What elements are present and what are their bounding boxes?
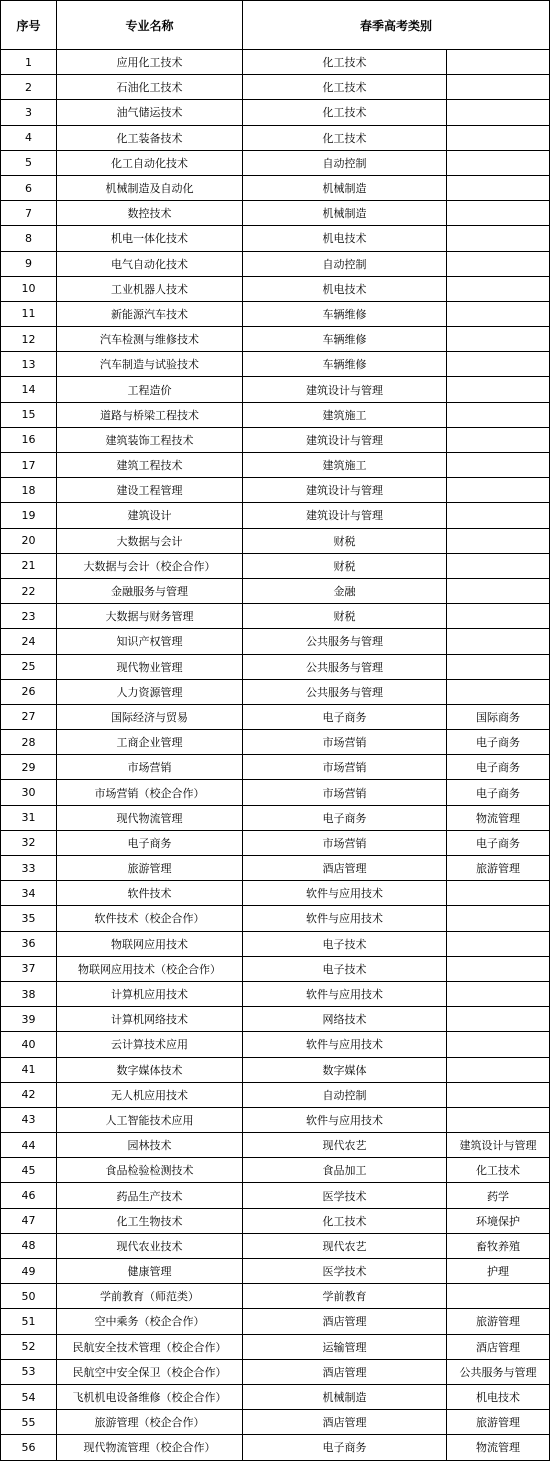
- table-row: [1, 1133, 550, 1158]
- exam-category-primary: 机械制造: [243, 1384, 447, 1409]
- table-row: [1, 1158, 550, 1183]
- table-row: [1, 1007, 550, 1032]
- exam-category-primary: 电子商务: [243, 1435, 447, 1460]
- major-name: 民航安全技术管理（校企合作）: [57, 1334, 243, 1359]
- exam-category-primary: 自动控制: [243, 150, 447, 175]
- table-row: [1, 503, 550, 528]
- exam-category-primary: 软件与应用技术: [243, 906, 447, 931]
- table-row: [1, 1032, 550, 1057]
- exam-category-primary: 数字媒体: [243, 1057, 447, 1082]
- major-name: 健康管理: [57, 1259, 243, 1284]
- exam-category-secondary: [447, 679, 550, 704]
- row-number: 34: [1, 881, 57, 906]
- row-number: 49: [1, 1259, 57, 1284]
- exam-category-secondary: [447, 503, 550, 528]
- major-name: 应用化工技术: [57, 50, 243, 75]
- row-number: 20: [1, 528, 57, 553]
- exam-category-primary: 电子商务: [243, 805, 447, 830]
- exam-category-primary: 酒店管理: [243, 856, 447, 881]
- row-number: 31: [1, 805, 57, 830]
- table-row: [1, 50, 550, 75]
- table-row: [1, 427, 550, 452]
- exam-category-primary: 车辆维修: [243, 352, 447, 377]
- table-row: [1, 780, 550, 805]
- exam-category-secondary: 建筑设计与管理: [447, 1133, 550, 1158]
- row-number: 56: [1, 1435, 57, 1460]
- exam-category-secondary: [447, 175, 550, 200]
- major-name: 知识产权管理: [57, 629, 243, 654]
- row-number: 14: [1, 377, 57, 402]
- exam-category-primary: 财税: [243, 604, 447, 629]
- table-row: [1, 1384, 550, 1409]
- table-row: [1, 175, 550, 200]
- row-number: 54: [1, 1384, 57, 1409]
- major-name: 旅游管理（校企合作）: [57, 1410, 243, 1435]
- row-number: 35: [1, 906, 57, 931]
- exam-category-primary: 车辆维修: [243, 301, 447, 326]
- major-name: 现代物业管理: [57, 654, 243, 679]
- exam-category-secondary: [447, 956, 550, 981]
- table-row: [1, 377, 550, 402]
- exam-category-primary: 机电技术: [243, 226, 447, 251]
- exam-category-primary: 公共服务与管理: [243, 679, 447, 704]
- table-row: [1, 679, 550, 704]
- exam-category-secondary: [447, 1007, 550, 1032]
- row-number: 28: [1, 730, 57, 755]
- table-row: [1, 402, 550, 427]
- exam-category-primary: 电子技术: [243, 956, 447, 981]
- table-header: [1, 1, 550, 50]
- exam-category-secondary: [447, 75, 550, 100]
- table-row: [1, 1183, 550, 1208]
- exam-category-secondary: [447, 50, 550, 75]
- table-row: [1, 881, 550, 906]
- major-name: 石油化工技术: [57, 75, 243, 100]
- row-number: 36: [1, 931, 57, 956]
- major-name: 人力资源管理: [57, 679, 243, 704]
- major-name: 化工生物技术: [57, 1208, 243, 1233]
- exam-category-primary: 学前教育: [243, 1284, 447, 1309]
- row-number: 53: [1, 1359, 57, 1384]
- exam-category-secondary: [447, 327, 550, 352]
- exam-category-primary: 自动控制: [243, 251, 447, 276]
- row-number: 21: [1, 553, 57, 578]
- exam-category-secondary: [447, 427, 550, 452]
- exam-category-secondary: [447, 453, 550, 478]
- table-row: [1, 931, 550, 956]
- major-name: 飞机机电设备维修（校企合作）: [57, 1384, 243, 1409]
- major-name: 油气储运技术: [57, 100, 243, 125]
- row-number: 46: [1, 1183, 57, 1208]
- row-number: 9: [1, 251, 57, 276]
- exam-category-secondary: [447, 352, 550, 377]
- row-number: 10: [1, 276, 57, 301]
- major-name: 建筑工程技术: [57, 453, 243, 478]
- exam-category-primary: 化工技术: [243, 1208, 447, 1233]
- row-number: 12: [1, 327, 57, 352]
- major-name: 物联网应用技术（校企合作）: [57, 956, 243, 981]
- row-number: 16: [1, 427, 57, 452]
- exam-category-primary: 机械制造: [243, 175, 447, 200]
- exam-category-secondary: 畜牧养殖: [447, 1233, 550, 1258]
- table-row: [1, 956, 550, 981]
- exam-category-secondary: [447, 251, 550, 276]
- major-name: 国际经济与贸易: [57, 704, 243, 729]
- major-name: 工业机器人技术: [57, 276, 243, 301]
- major-name: 道路与桥梁工程技术: [57, 402, 243, 427]
- major-name: 大数据与会计（校企合作）: [57, 553, 243, 578]
- table-body: [1, 50, 550, 1461]
- exam-category-secondary: [447, 906, 550, 931]
- header-category: 春季高考类别: [243, 1, 550, 50]
- exam-category-secondary: [447, 402, 550, 427]
- exam-category-secondary: [447, 201, 550, 226]
- exam-category-secondary: 电子商务: [447, 730, 550, 755]
- exam-category-secondary: [447, 629, 550, 654]
- exam-category-secondary: [447, 1082, 550, 1107]
- exam-category-secondary: [447, 981, 550, 1006]
- major-name: 现代物流管理（校企合作）: [57, 1435, 243, 1460]
- major-name: 计算机应用技术: [57, 981, 243, 1006]
- row-number: 6: [1, 175, 57, 200]
- row-number: 29: [1, 755, 57, 780]
- exam-category-primary: 医学技术: [243, 1183, 447, 1208]
- major-name: 物联网应用技术: [57, 931, 243, 956]
- row-number: 32: [1, 830, 57, 855]
- table-row: [1, 1208, 550, 1233]
- major-name: 旅游管理: [57, 856, 243, 881]
- major-name: 建设工程管理: [57, 478, 243, 503]
- table-row: [1, 1309, 550, 1334]
- major-name: 机械制造及自动化: [57, 175, 243, 200]
- exam-category-primary: 车辆维修: [243, 327, 447, 352]
- row-number: 19: [1, 503, 57, 528]
- exam-category-primary: 现代农艺: [243, 1133, 447, 1158]
- exam-category-secondary: 电子商务: [447, 780, 550, 805]
- table-row: [1, 604, 550, 629]
- row-number: 51: [1, 1309, 57, 1334]
- exam-category-primary: 建筑施工: [243, 453, 447, 478]
- row-number: 40: [1, 1032, 57, 1057]
- exam-category-secondary: [447, 881, 550, 906]
- row-number: 26: [1, 679, 57, 704]
- major-name: 工程造价: [57, 377, 243, 402]
- table-row: [1, 704, 550, 729]
- table-row: [1, 301, 550, 326]
- header-name: 专业名称: [57, 1, 243, 50]
- table-row: [1, 906, 550, 931]
- major-name: 市场营销（校企合作）: [57, 780, 243, 805]
- major-name: 市场营销: [57, 755, 243, 780]
- table-row: [1, 654, 550, 679]
- table-row: [1, 100, 550, 125]
- row-number: 3: [1, 100, 57, 125]
- row-number: 37: [1, 956, 57, 981]
- major-name: 无人机应用技术: [57, 1082, 243, 1107]
- row-number: 44: [1, 1133, 57, 1158]
- exam-category-primary: 软件与应用技术: [243, 981, 447, 1006]
- major-name: 药品生产技术: [57, 1183, 243, 1208]
- row-number: 42: [1, 1082, 57, 1107]
- major-name: 电气自动化技术: [57, 251, 243, 276]
- major-name: 现代物流管理: [57, 805, 243, 830]
- table-row: [1, 553, 550, 578]
- exam-category-secondary: [447, 654, 550, 679]
- table-row: [1, 352, 550, 377]
- row-number: 33: [1, 856, 57, 881]
- table-row: [1, 1259, 550, 1284]
- major-name: 计算机网络技术: [57, 1007, 243, 1032]
- exam-category-primary: 市场营销: [243, 730, 447, 755]
- exam-category-primary: 酒店管理: [243, 1410, 447, 1435]
- exam-category-primary: 医学技术: [243, 1259, 447, 1284]
- table-row: [1, 805, 550, 830]
- table-row: [1, 125, 550, 150]
- exam-category-secondary: 国际商务: [447, 704, 550, 729]
- exam-category-secondary: 旅游管理: [447, 1410, 550, 1435]
- exam-category-primary: 机械制造: [243, 201, 447, 226]
- exam-category-primary: 建筑设计与管理: [243, 478, 447, 503]
- exam-category-secondary: [447, 578, 550, 603]
- table-row: [1, 1334, 550, 1359]
- exam-category-secondary: [447, 301, 550, 326]
- exam-category-primary: 食品加工: [243, 1158, 447, 1183]
- row-number: 18: [1, 478, 57, 503]
- major-name: 园林技术: [57, 1133, 243, 1158]
- exam-category-primary: 电子商务: [243, 704, 447, 729]
- row-number: 50: [1, 1284, 57, 1309]
- exam-category-secondary: 公共服务与管理: [447, 1359, 550, 1384]
- exam-category-secondary: [447, 931, 550, 956]
- table-row: [1, 1057, 550, 1082]
- major-name: 云计算技术应用: [57, 1032, 243, 1057]
- exam-category-secondary: 护理: [447, 1259, 550, 1284]
- row-number: 25: [1, 654, 57, 679]
- table-row: [1, 1107, 550, 1132]
- row-number: 45: [1, 1158, 57, 1183]
- exam-category-secondary: [447, 377, 550, 402]
- exam-category-secondary: 物流管理: [447, 805, 550, 830]
- exam-category-primary: 建筑设计与管理: [243, 427, 447, 452]
- exam-category-secondary: 物流管理: [447, 1435, 550, 1460]
- exam-category-secondary: [447, 1107, 550, 1132]
- major-name: 化工装备技术: [57, 125, 243, 150]
- row-number: 2: [1, 75, 57, 100]
- row-number: 48: [1, 1233, 57, 1258]
- major-name: 现代农业技术: [57, 1233, 243, 1258]
- row-number: 4: [1, 125, 57, 150]
- row-number: 22: [1, 578, 57, 603]
- exam-category-secondary: 电子商务: [447, 830, 550, 855]
- row-number: 24: [1, 629, 57, 654]
- exam-category-primary: 运输管理: [243, 1334, 447, 1359]
- major-name: 化工自动化技术: [57, 150, 243, 175]
- exam-category-primary: 酒店管理: [243, 1309, 447, 1334]
- table-row: [1, 1359, 550, 1384]
- exam-category-primary: 公共服务与管理: [243, 654, 447, 679]
- major-name: 人工智能技术应用: [57, 1107, 243, 1132]
- exam-category-primary: 建筑设计与管理: [243, 377, 447, 402]
- table-row: [1, 981, 550, 1006]
- major-name: 新能源汽车技术: [57, 301, 243, 326]
- row-number: 52: [1, 1334, 57, 1359]
- row-number: 11: [1, 301, 57, 326]
- major-name: 建筑设计: [57, 503, 243, 528]
- table-row: [1, 1284, 550, 1309]
- exam-category-secondary: [447, 553, 550, 578]
- major-name: 工商企业管理: [57, 730, 243, 755]
- major-name: 软件技术: [57, 881, 243, 906]
- exam-category-secondary: 机电技术: [447, 1384, 550, 1409]
- row-number: 30: [1, 780, 57, 805]
- row-number: 39: [1, 1007, 57, 1032]
- table-row: [1, 201, 550, 226]
- row-number: 23: [1, 604, 57, 629]
- table-row: [1, 629, 550, 654]
- major-name: 学前教育（师范类）: [57, 1284, 243, 1309]
- table-row: [1, 1233, 550, 1258]
- major-name: 汽车检测与维修技术: [57, 327, 243, 352]
- major-name: 汽车制造与试验技术: [57, 352, 243, 377]
- exam-category-primary: 市场营销: [243, 755, 447, 780]
- table-row: [1, 327, 550, 352]
- table-row: [1, 528, 550, 553]
- row-number: 7: [1, 201, 57, 226]
- major-name: 数控技术: [57, 201, 243, 226]
- exam-category-primary: 网络技术: [243, 1007, 447, 1032]
- exam-category-primary: 化工技术: [243, 100, 447, 125]
- row-number: 43: [1, 1107, 57, 1132]
- exam-category-secondary: [447, 150, 550, 175]
- table-row: [1, 1435, 550, 1460]
- exam-category-primary: 建筑施工: [243, 402, 447, 427]
- major-name: 机电一体化技术: [57, 226, 243, 251]
- exam-category-primary: 财税: [243, 553, 447, 578]
- major-name: 民航空中安全保卫（校企合作）: [57, 1359, 243, 1384]
- exam-category-secondary: [447, 604, 550, 629]
- table-row: [1, 830, 550, 855]
- exam-category-primary: 财税: [243, 528, 447, 553]
- exam-category-primary: 软件与应用技术: [243, 1032, 447, 1057]
- exam-category-primary: 软件与应用技术: [243, 1107, 447, 1132]
- exam-category-secondary: 酒店管理: [447, 1334, 550, 1359]
- row-number: 5: [1, 150, 57, 175]
- exam-category-secondary: [447, 478, 550, 503]
- major-name: 金融服务与管理: [57, 578, 243, 603]
- table-row: [1, 276, 550, 301]
- table-row: [1, 226, 550, 251]
- exam-category-secondary: [447, 226, 550, 251]
- exam-category-secondary: 旅游管理: [447, 1309, 550, 1334]
- header-no: 序号: [1, 1, 57, 50]
- major-name: 软件技术（校企合作）: [57, 906, 243, 931]
- header-row: [1, 1, 550, 50]
- table-row: [1, 478, 550, 503]
- exam-category-primary: 市场营销: [243, 830, 447, 855]
- exam-category-primary: 化工技术: [243, 50, 447, 75]
- exam-category-secondary: 环境保护: [447, 1208, 550, 1233]
- major-name: 电子商务: [57, 830, 243, 855]
- row-number: 1: [1, 50, 57, 75]
- exam-category-secondary: [447, 276, 550, 301]
- exam-category-primary: 机电技术: [243, 276, 447, 301]
- exam-category-primary: 公共服务与管理: [243, 629, 447, 654]
- row-number: 41: [1, 1057, 57, 1082]
- exam-category-primary: 自动控制: [243, 1082, 447, 1107]
- exam-category-secondary: [447, 1032, 550, 1057]
- row-number: 17: [1, 453, 57, 478]
- table-row: [1, 730, 550, 755]
- table-row: [1, 150, 550, 175]
- row-number: 15: [1, 402, 57, 427]
- major-name: 建筑装饰工程技术: [57, 427, 243, 452]
- major-name: 大数据与会计: [57, 528, 243, 553]
- row-number: 8: [1, 226, 57, 251]
- exam-category-secondary: 化工技术: [447, 1158, 550, 1183]
- table-row: [1, 251, 550, 276]
- exam-category-primary: 化工技术: [243, 125, 447, 150]
- exam-category-primary: 市场营销: [243, 780, 447, 805]
- table-row: [1, 856, 550, 881]
- exam-category-secondary: [447, 125, 550, 150]
- exam-category-primary: 电子技术: [243, 931, 447, 956]
- table-row: [1, 1082, 550, 1107]
- exam-category-secondary: [447, 1284, 550, 1309]
- exam-category-secondary: [447, 1057, 550, 1082]
- exam-category-primary: 金融: [243, 578, 447, 603]
- row-number: 27: [1, 704, 57, 729]
- exam-category-secondary: 药学: [447, 1183, 550, 1208]
- row-number: 55: [1, 1410, 57, 1435]
- table-row: [1, 578, 550, 603]
- major-name: 食品检验检测技术: [57, 1158, 243, 1183]
- table-row: [1, 75, 550, 100]
- exam-category-primary: 软件与应用技术: [243, 881, 447, 906]
- table-row: [1, 755, 550, 780]
- major-name: 空中乘务（校企合作）: [57, 1309, 243, 1334]
- exam-category-primary: 建筑设计与管理: [243, 503, 447, 528]
- exam-category-primary: 酒店管理: [243, 1359, 447, 1384]
- row-number: 47: [1, 1208, 57, 1233]
- exam-category-secondary: [447, 100, 550, 125]
- exam-category-secondary: 电子商务: [447, 755, 550, 780]
- row-number: 38: [1, 981, 57, 1006]
- exam-category-secondary: [447, 528, 550, 553]
- exam-category-primary: 化工技术: [243, 75, 447, 100]
- exam-category-secondary: 旅游管理: [447, 856, 550, 881]
- row-number: 13: [1, 352, 57, 377]
- major-name: 数字媒体技术: [57, 1057, 243, 1082]
- table-row: [1, 1410, 550, 1435]
- table-row: [1, 453, 550, 478]
- major-name: 大数据与财务管理: [57, 604, 243, 629]
- exam-category-primary: 现代农艺: [243, 1233, 447, 1258]
